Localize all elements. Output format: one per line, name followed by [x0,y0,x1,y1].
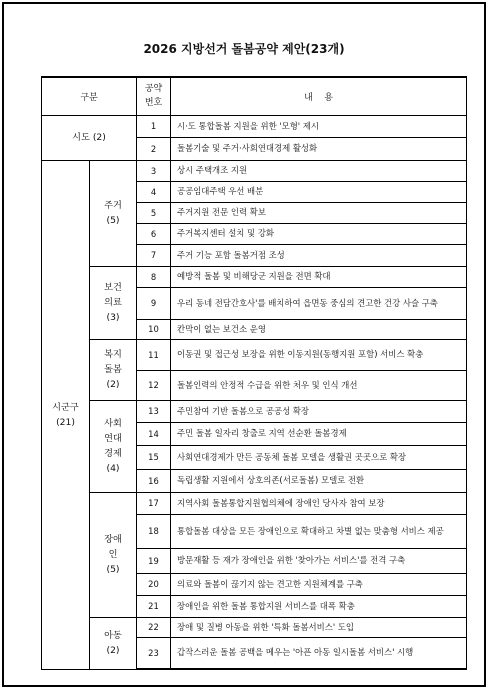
row-content: 주거복지센터 설치 및 강화 [171,223,467,244]
row-number: 4 [137,181,171,202]
row-number: 17 [137,492,171,514]
group-health [90,266,137,339]
group-disability [90,492,137,617]
row-content: 주민 돌봄 일자리 창출로 지역 선순환 돌봄경제 [171,422,467,445]
row-content: 장애 및 질병 아동을 위한 '특화 돌봄서비스' 도입 [171,617,467,637]
group-housing-label: 주거 (5) [104,200,122,226]
group-child [90,617,137,669]
row-number: 7 [137,244,171,266]
row-content: 갑작스러운 돌봄 공백을 메우는 '아픈 아동 일시돌봄 서비스' 시행 [171,637,467,669]
group-social [90,400,137,492]
group-health-label: 보건 의료 (3) [104,282,122,323]
document-page [2,2,486,687]
row-content: 돌봄인력의 안정적 수급을 위한 처우 및 인식 개선 [171,370,467,400]
row-number: 21 [137,595,171,617]
row-number: 22 [137,617,171,637]
row-number: 6 [137,223,171,244]
row-content: 칸막이 없는 보건소 운영 [171,319,467,339]
row-content: 의료와 돌봄이 끊기지 않는 견고한 지원체계를 구축 [171,573,467,595]
table-row [42,160,467,181]
row-number: 8 [137,266,171,287]
header-content: 내 용 [171,77,467,115]
pledge-table [41,76,467,670]
header-category: 구분 [42,77,137,115]
row-number: 3 [137,160,171,181]
row-content: 통합돌봄 대상을 모든 장애인으로 확대하고 차별 없는 맞춤형 서비스 제공 [171,514,467,548]
row-content: 장애인을 위한 돌봄 통합지원 서비스를 대폭 확충 [171,595,467,617]
page-title: 2026 지방선거 돌봄공약 제안(23개) [143,42,345,56]
row-number: 23 [137,637,171,669]
row-content: 공공임대주택 우선 배분 [171,181,467,202]
table-header-row [42,77,467,115]
row-number: 9 [137,287,171,319]
table-row [42,492,467,514]
row-content: 돌봄기술 및 주거·사회연대경제 활성화 [171,137,467,160]
table-row [42,115,467,137]
row-content: 방문재활 등 재가 장애인을 위한 '찾아가는 서비스'를 전격 구축 [171,548,467,573]
group-welfare-label: 복지 돌봄 (2) [104,349,122,390]
row-content: 이동권 및 접근성 보장을 위한 이동지원(동행지원 포함) 서비스 확충 [171,339,467,370]
row-number: 2 [137,137,171,160]
header-number-label: 공약 번호 [144,84,163,109]
group-sigungu [42,160,90,669]
table-row [42,339,467,370]
row-number: 15 [137,445,171,469]
group-housing [90,160,137,266]
row-number: 5 [137,202,171,223]
row-content: 주거지원 전문 인력 확보 [171,202,467,223]
row-content: 시·도 통합돌봄 지원을 위한 '모형' 제시 [171,115,467,137]
row-number: 19 [137,548,171,573]
row-number: 12 [137,370,171,400]
row-number: 18 [137,514,171,548]
row-number: 13 [137,400,171,422]
row-content: 주민참여 기반 돌봄으로 공공성 확장 [171,400,467,422]
row-content: 예방적 돌봄 및 비해당군 지원을 전면 확대 [171,266,467,287]
row-number: 10 [137,319,171,339]
row-number: 16 [137,469,171,492]
row-number: 20 [137,573,171,595]
row-number: 1 [137,115,171,137]
row-content: 독립생활 지원에서 상호의존(서로돌봄) 모델로 전환 [171,469,467,492]
row-content: 우리 동네 전담간호사'를 배치하여 읍면동 중심의 견고한 건강 사슬 구축 [171,287,467,319]
group-welfare [90,339,137,400]
table-row [42,617,467,637]
group-child-label: 아동 (2) [104,630,122,656]
row-content: 상시 주택개조 지원 [171,160,467,181]
group-social-label: 사회 연대 경제 (4) [104,418,122,474]
row-content: 사회연대경제가 만든 공동체 돌봄 모델을 생활권 곳곳으로 확장 [171,445,467,469]
row-content: 지역사회 돌봄통합지원협의체에 장애인 당사자 참여 보장 [171,492,467,514]
table-row [42,400,467,422]
group-sido: 시도 (2) [42,115,137,160]
table-row [42,266,467,287]
group-disability-label: 장애 인 (5) [104,534,122,575]
row-number: 14 [137,422,171,445]
row-content: 주거 기능 포함 돌봄거점 조성 [171,244,467,266]
row-number: 11 [137,339,171,370]
header-number [137,77,171,115]
group-sigungu-label: 시군구 (21) [52,401,79,428]
